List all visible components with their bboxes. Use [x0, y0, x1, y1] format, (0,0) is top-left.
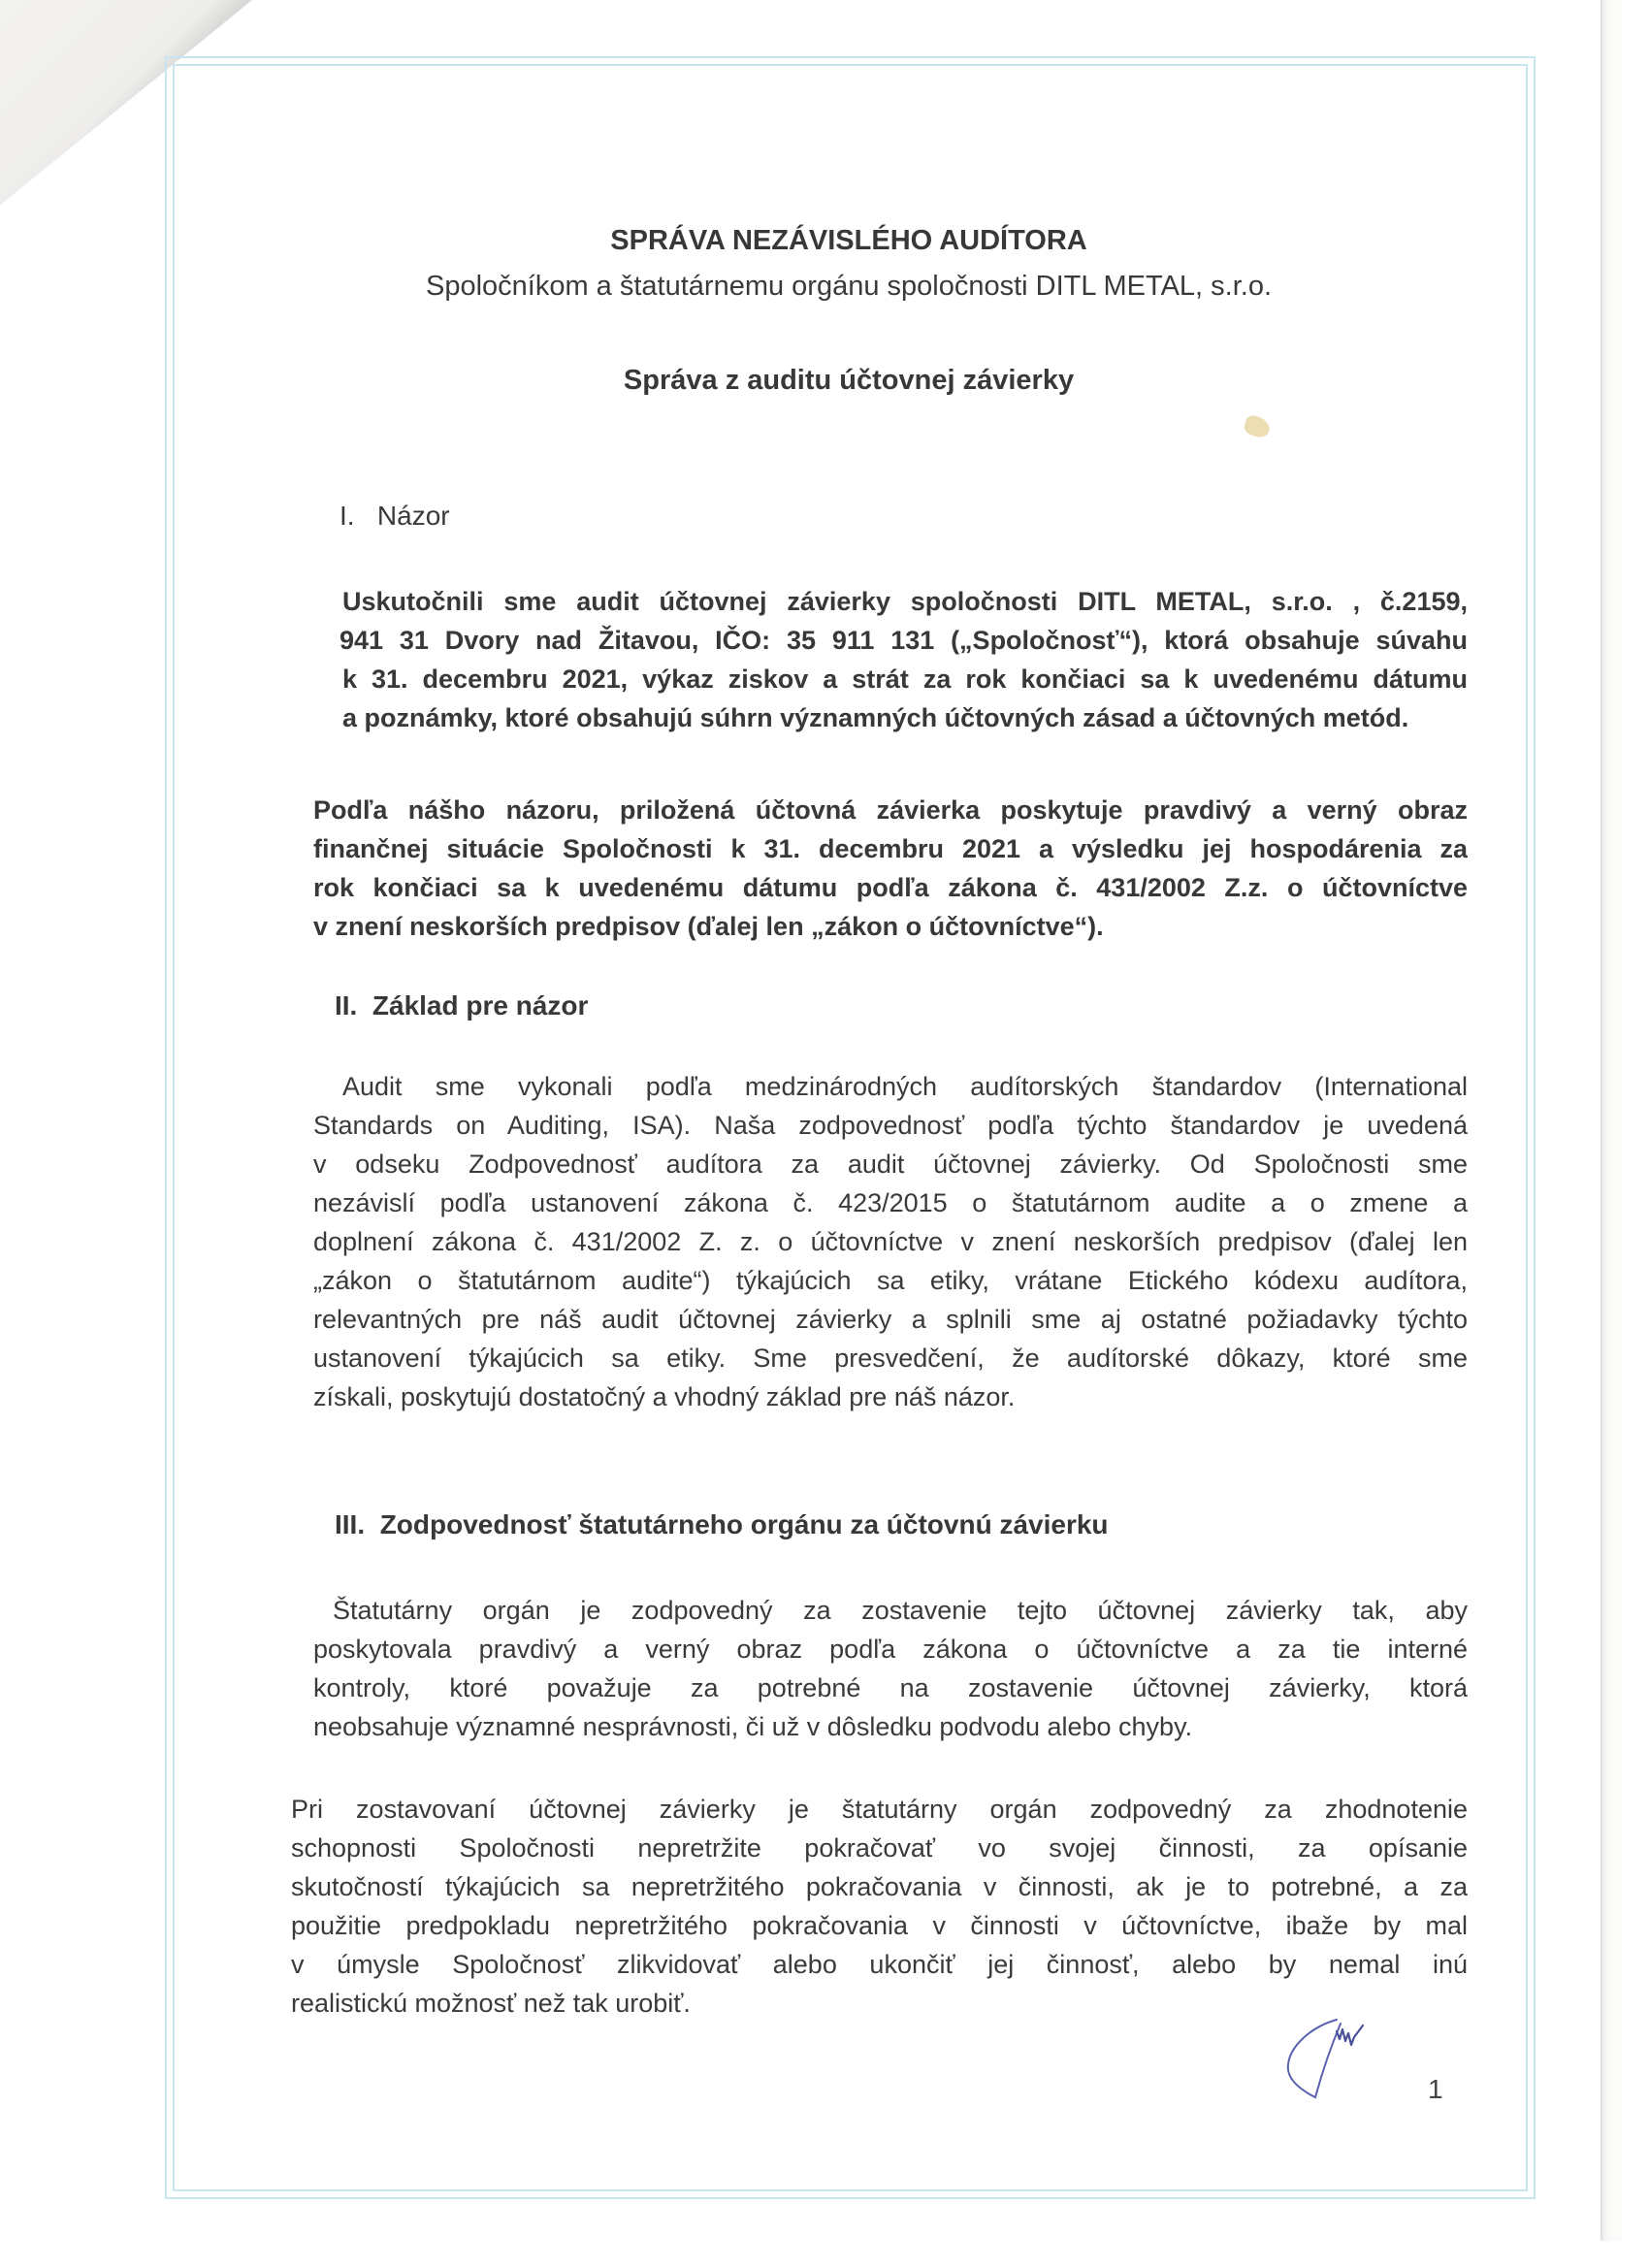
paragraph-line: Uskutočnili sme audit účtovnej závierky spoločnosti DITL METAL, s.r.o. , č.2159,: [342, 587, 1468, 616]
paragraph-line: Pri zostavovaní účtovnej závierky je štatutárny orgán zodpovedný za zhodnotenie: [291, 1795, 1468, 1824]
section-number: I.: [340, 501, 355, 531]
paragraph-line: a poznámky, ktoré obsahujú súhrn významných účtovných zásad a účtovných metód.: [342, 703, 1409, 732]
section-number: III.: [335, 1509, 366, 1539]
section-heading-i: [340, 497, 450, 535]
paragraph-line: 941 31 Dvory nad Žitavou, IČO: 35 911 131 („Spoločnosť“), ktorá obsahuje súvahu: [340, 626, 1468, 655]
paragraph-basis-for-opinion: [313, 1067, 1468, 1416]
paragraph-line: Štatutárny orgán je zodpovedný za zostavenie tejto účtovnej závierky tak, aby: [333, 1596, 1468, 1625]
paragraph-line: nezávislí podľa ustanovení zákona č. 423/2015 o štatutárnom audite a o zmene a: [313, 1188, 1468, 1217]
paragraph-line: Audit sme vykonali podľa medzinárodných audítorských štandardov (International: [342, 1072, 1468, 1101]
paragraph-line: v znení neskorších predpisov (ďalej len „zákon o účtovníctve“).: [313, 912, 1104, 941]
paragraph-line: použitie predpokladu nepretržitého pokračovania v činnosti v účtovníctve, ibaže by mal: [291, 1911, 1468, 1940]
paragraph-line: doplnení zákona č. 431/2002 Z. z. o účtovníctve v znení neskorších predpisov (ďalej len: [313, 1227, 1468, 1256]
section-title: Názor: [376, 501, 450, 531]
paragraph-line: skutočností týkajúcich sa nepretržitého pokračovania v činnosti, ak je to potrebné, a za: [291, 1872, 1468, 1901]
paragraph-statutory-responsibility: [313, 1591, 1468, 1746]
paragraph-line: relevantných pre náš audit účtovnej závierky a splnili sme aj ostatné požiadavky týchto: [313, 1305, 1468, 1334]
paragraph-opinion-statement: [313, 791, 1468, 946]
paragraph-line: Standards on Auditing, ISA). Naša zodpovednosť podľa týchto štandardov je uvedená: [313, 1111, 1468, 1140]
paragraph-line: Podľa nášho názoru, priložená účtovná závierka poskytuje pravdivý a verný obraz: [313, 795, 1468, 825]
section-title: Zodpovednosť štatutárneho orgánu za účtovnú závierku: [379, 1509, 1109, 1539]
page-number: 1: [1428, 2074, 1443, 2104]
paragraph-line: „zákon o štatutárnom audite“) týkajúcich sa etiky, vrátane Etického kódexu audítora,: [313, 1266, 1468, 1295]
document-title: SPRÁVA NEZÁVISLÉHO AUDÍTORA: [610, 225, 1087, 256]
paragraph-line: k 31. decembru 2021, výkaz ziskov a strát za rok končiaci sa k uvedenému dátumu: [342, 664, 1468, 694]
section-number: II.: [335, 990, 358, 1021]
paragraph-line: ustanovení týkajúcich sa etiky. Sme presvedčení, že audítorské dôkazy, ktoré sme: [313, 1344, 1468, 1373]
paragraph-line: realistickú možnosť než tak urobiť.: [291, 1989, 691, 2018]
page-edge-shadow: [1600, 0, 1622, 2241]
paragraph-line: neobsahuje významné nesprávnosti, či už v dôsledku podvodu alebo chyby.: [313, 1712, 1193, 1741]
handwritten-signature-icon: [1280, 2018, 1397, 2115]
section-heading-iii: [335, 1506, 1109, 1544]
paragraph-line: poskytovala pravdivý a verný obraz podľa zákona o účtovníctve a za tie interné: [313, 1635, 1468, 1664]
report-heading: Správa z auditu účtovnej závierky: [623, 365, 1075, 396]
section-title: Základ pre názor: [372, 990, 589, 1021]
paragraph-line: rok končiaci sa k uvedenému dátumu podľa zákona č. 431/2002 Z.z. o účtovníctve: [313, 873, 1468, 902]
paragraph-line: získali, poskytujú dostatočný a vhodný základ pre náš názor.: [313, 1382, 1016, 1411]
paragraph-line: v odseku Zodpovednosť audítora za audit účtovnej závierky. Od Spoločnosti sme: [313, 1150, 1468, 1179]
paragraph-line: v úmysle Spoločnosť zlikvidovať alebo ukončiť jej činnosť, alebo by nemal inú: [291, 1950, 1468, 1979]
document-subtitle: Spoločníkom a štatutárnemu orgánu spoločnosti DITL METAL, s.r.o.: [425, 271, 1273, 302]
paragraph-line: schopnosti Spoločnosti nepretržite pokračovať vo svojej činnosti, za opísanie: [291, 1833, 1468, 1863]
paragraph-opinion-scope: [342, 582, 1468, 737]
paragraph-line: kontroly, ktoré považuje za potrebné na zostavenie účtovnej závierky, ktorá: [313, 1673, 1468, 1702]
section-heading-ii: [335, 987, 588, 1025]
paragraph-going-concern: [291, 1790, 1468, 2023]
paragraph-line: finančnej situácie Spoločnosti k 31. decembru 2021 a výsledku jej hospodárenia za: [313, 834, 1468, 863]
